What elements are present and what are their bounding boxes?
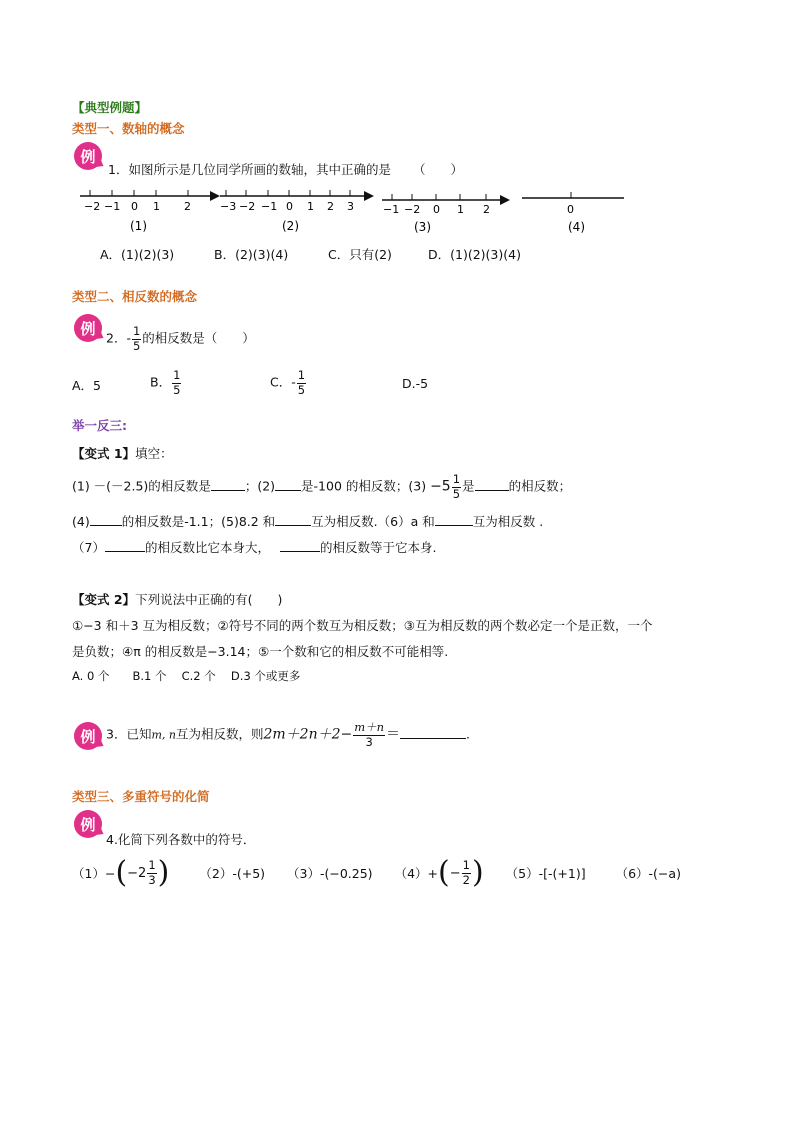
q4-item1-num: 1 [148,858,156,872]
blank[interactable] [105,539,145,552]
q3-vars: m, n [151,728,176,742]
axis4-tick-0: 0 [567,203,574,216]
v1-l2-d: 互为相反数 . [472,514,544,529]
axis3-tick-0: −1 [383,203,400,216]
paren-left: ( [115,855,128,890]
axis1-tick-4: 2 [184,200,191,213]
axis1-tick-3: 1 [153,200,160,213]
q4-item4-sign: − [449,865,461,881]
q2-optc-fraction [297,370,306,396]
q1-option-c: C．只有(2) [328,247,392,262]
q3-fraction [353,722,385,748]
q4-text: 4.化简下列各数中的符号． [106,832,256,847]
number-lines-figure [74,186,634,236]
example-badge-2: 例 [74,314,102,342]
v1-l1-b: ；(2) [244,478,276,494]
section-header: 【典型例题】 [72,100,148,115]
q3-expr: 2m＋2n＋2− [263,726,353,743]
q2-option-d: D.-5 [402,376,429,391]
v1-l3-a: （7） [72,540,105,555]
variant1-text: 填空： [135,446,173,461]
variant2-text: 下列说法中正确的有( ) [135,592,283,607]
variant1-title [72,444,173,462]
axis4-caption: (4) [568,220,585,234]
q2-option-b [150,370,182,396]
juyi-heading: 举一反三: [72,418,127,433]
blank[interactable] [475,478,509,491]
number-line-2 [220,190,374,233]
axis3-tick-3: 1 [457,203,464,216]
q2-optb-num: 1 [173,368,181,382]
blank[interactable] [435,513,473,526]
example-badge-4: 例 [74,810,102,838]
q2-prefix: 2． [106,330,127,346]
axis2-tick-4: 1 [307,200,314,213]
q2-option-c [270,370,307,396]
v1-l1-a: (1) －(－2.5)的相反数是 [72,478,211,494]
v1-l2-c: 互为相反数.（6）a 和 [311,514,435,529]
q4-item3: （3）-(−0.25) [287,866,373,881]
q4-items [72,855,681,890]
q3-frac-den: 3 [365,734,373,749]
q2-fraction [132,326,141,352]
variant2-options: A. 0 个 B.1 个 C.2 个 D.3 个或更多 [72,669,301,683]
axis1-caption: (1) [130,219,147,233]
type1-heading: 类型一、数轴的概念 [72,121,185,136]
paren-right: ) [471,855,484,890]
q4-item4-label: （4）+ [394,866,438,881]
example-badge-3: 例 [74,722,102,750]
number-line-4 [522,192,624,234]
q3-text [106,722,470,748]
variant1-line3 [72,538,436,556]
type3-heading: 类型三、多重符号的化简 [72,789,210,804]
blank[interactable] [275,513,311,526]
axis2-caption: (2) [282,219,299,233]
q2-optb-den: 5 [173,382,181,397]
q2-suffix: 的相反数是（ ） [142,330,255,346]
q4-item1-label: （1）− [72,866,116,881]
q2-optb-fraction [172,370,181,396]
axis2-tick-3: 0 [286,200,293,213]
q4-item1-fraction [147,860,156,886]
q3-frac-num: m＋n [354,720,385,734]
paren-left: ( [438,855,450,890]
q2-optc-label: C．- [270,374,296,390]
v1-l2-b: 的相反数是-1.1；(5)8.2 和 [121,514,276,529]
variant2-label: 【变式 2】 [72,592,136,607]
v1-l2-a: (4) [72,514,90,529]
q3-mid: 互为相反数，则 [175,726,264,742]
q3-eq: ＝ [386,726,401,743]
axis2-tick-1: −2 [239,200,256,213]
axis1-tick-1: −1 [104,200,121,213]
q3-answer-blank[interactable] [400,726,466,739]
v1-l1-c: 是-100 的相反数；(3) [301,478,431,494]
variant1-label: 【变式 1】 [72,446,136,461]
q2-sign: - [126,330,131,346]
blank[interactable] [90,513,122,526]
v1-l1-fraction [452,474,461,500]
variant2-line2: 是负数；④π 的相反数是−3.14；⑤一个数和它的相反数不可能相等. [72,644,449,659]
v1-l3-c: 的相反数等于它本身. [319,540,437,555]
q2-frac-num: 1 [132,324,141,338]
v1-l1-den: 5 [452,486,461,501]
paren-right: ) [157,855,170,890]
axis1-tick-0: −2 [84,200,101,213]
q2-optc-num: 1 [297,368,306,382]
axis1-tick-2: 0 [131,200,138,213]
blank[interactable] [211,478,245,491]
v1-l3-b: 的相反数比它本身大， [144,540,270,555]
q2-optb-label: B． [150,374,172,390]
q3-end: . [466,726,471,742]
example-badge-1: 例 [74,142,102,170]
q1-paren: （ ） [412,162,463,177]
variant2-line1: ①−3 和＋3 互为相反数；②符号不同的两个数互为相反数；③互为相反数的两个数必定一个是正数，一个 [72,618,653,633]
axis3-tick-1: −2 [404,203,421,216]
q1-option-d: D．(1)(2)(3)(4) [428,247,521,262]
axis2-tick-0: −3 [220,200,237,213]
q4-item1-whole: −2 [127,865,147,881]
q4-item4-den: 2 [462,872,470,887]
axis3-caption: (3) [414,220,431,234]
q1-text [108,160,463,178]
v1-l1-e: 是 [462,478,475,494]
q1-option-a: A．(1)(2)(3) [100,247,175,262]
axis2-tick-6: 3 [347,200,354,213]
v1-l1-f: 的相反数； [508,478,572,494]
q2-frac-den: 5 [132,338,141,353]
q4-item1-den: 3 [148,872,156,887]
q4-item4-fraction [462,860,471,886]
variant1-line2 [72,512,543,530]
axis3-tick-4: 2 [483,203,490,216]
q2-optc-den: 5 [297,382,306,397]
q2-text [106,326,255,352]
v1-l1-num: 1 [452,472,461,486]
q4-item4-num: 1 [462,858,470,872]
v1-l1-mixed-whole: −5 [430,478,451,495]
q3-prefix: 3．已知 [106,726,152,742]
blank[interactable] [275,478,301,491]
axis2-tick-5: 2 [327,200,334,213]
number-line-1 [80,190,220,233]
type2-heading: 类型二、相反数的概念 [72,289,198,304]
q2-option-a: A．5 [72,378,102,393]
blank[interactable] [280,539,320,552]
q4-item6: （6）-(−a) [615,866,681,881]
variant2-title [72,590,282,608]
variant1-line1 [72,474,571,500]
axis3-tick-2: 0 [433,203,440,216]
axis2-tick-2: −1 [261,200,278,213]
q1-option-b: B．(2)(3)(4) [214,247,289,262]
q1-question: 1．如图所示是几位同学所画的数轴，其中正确的是 [108,162,391,177]
q4-item5: （5）-[-(+1)] [505,866,586,881]
q4-item2: （2）-(+5) [199,866,266,881]
number-line-3 [382,194,510,234]
